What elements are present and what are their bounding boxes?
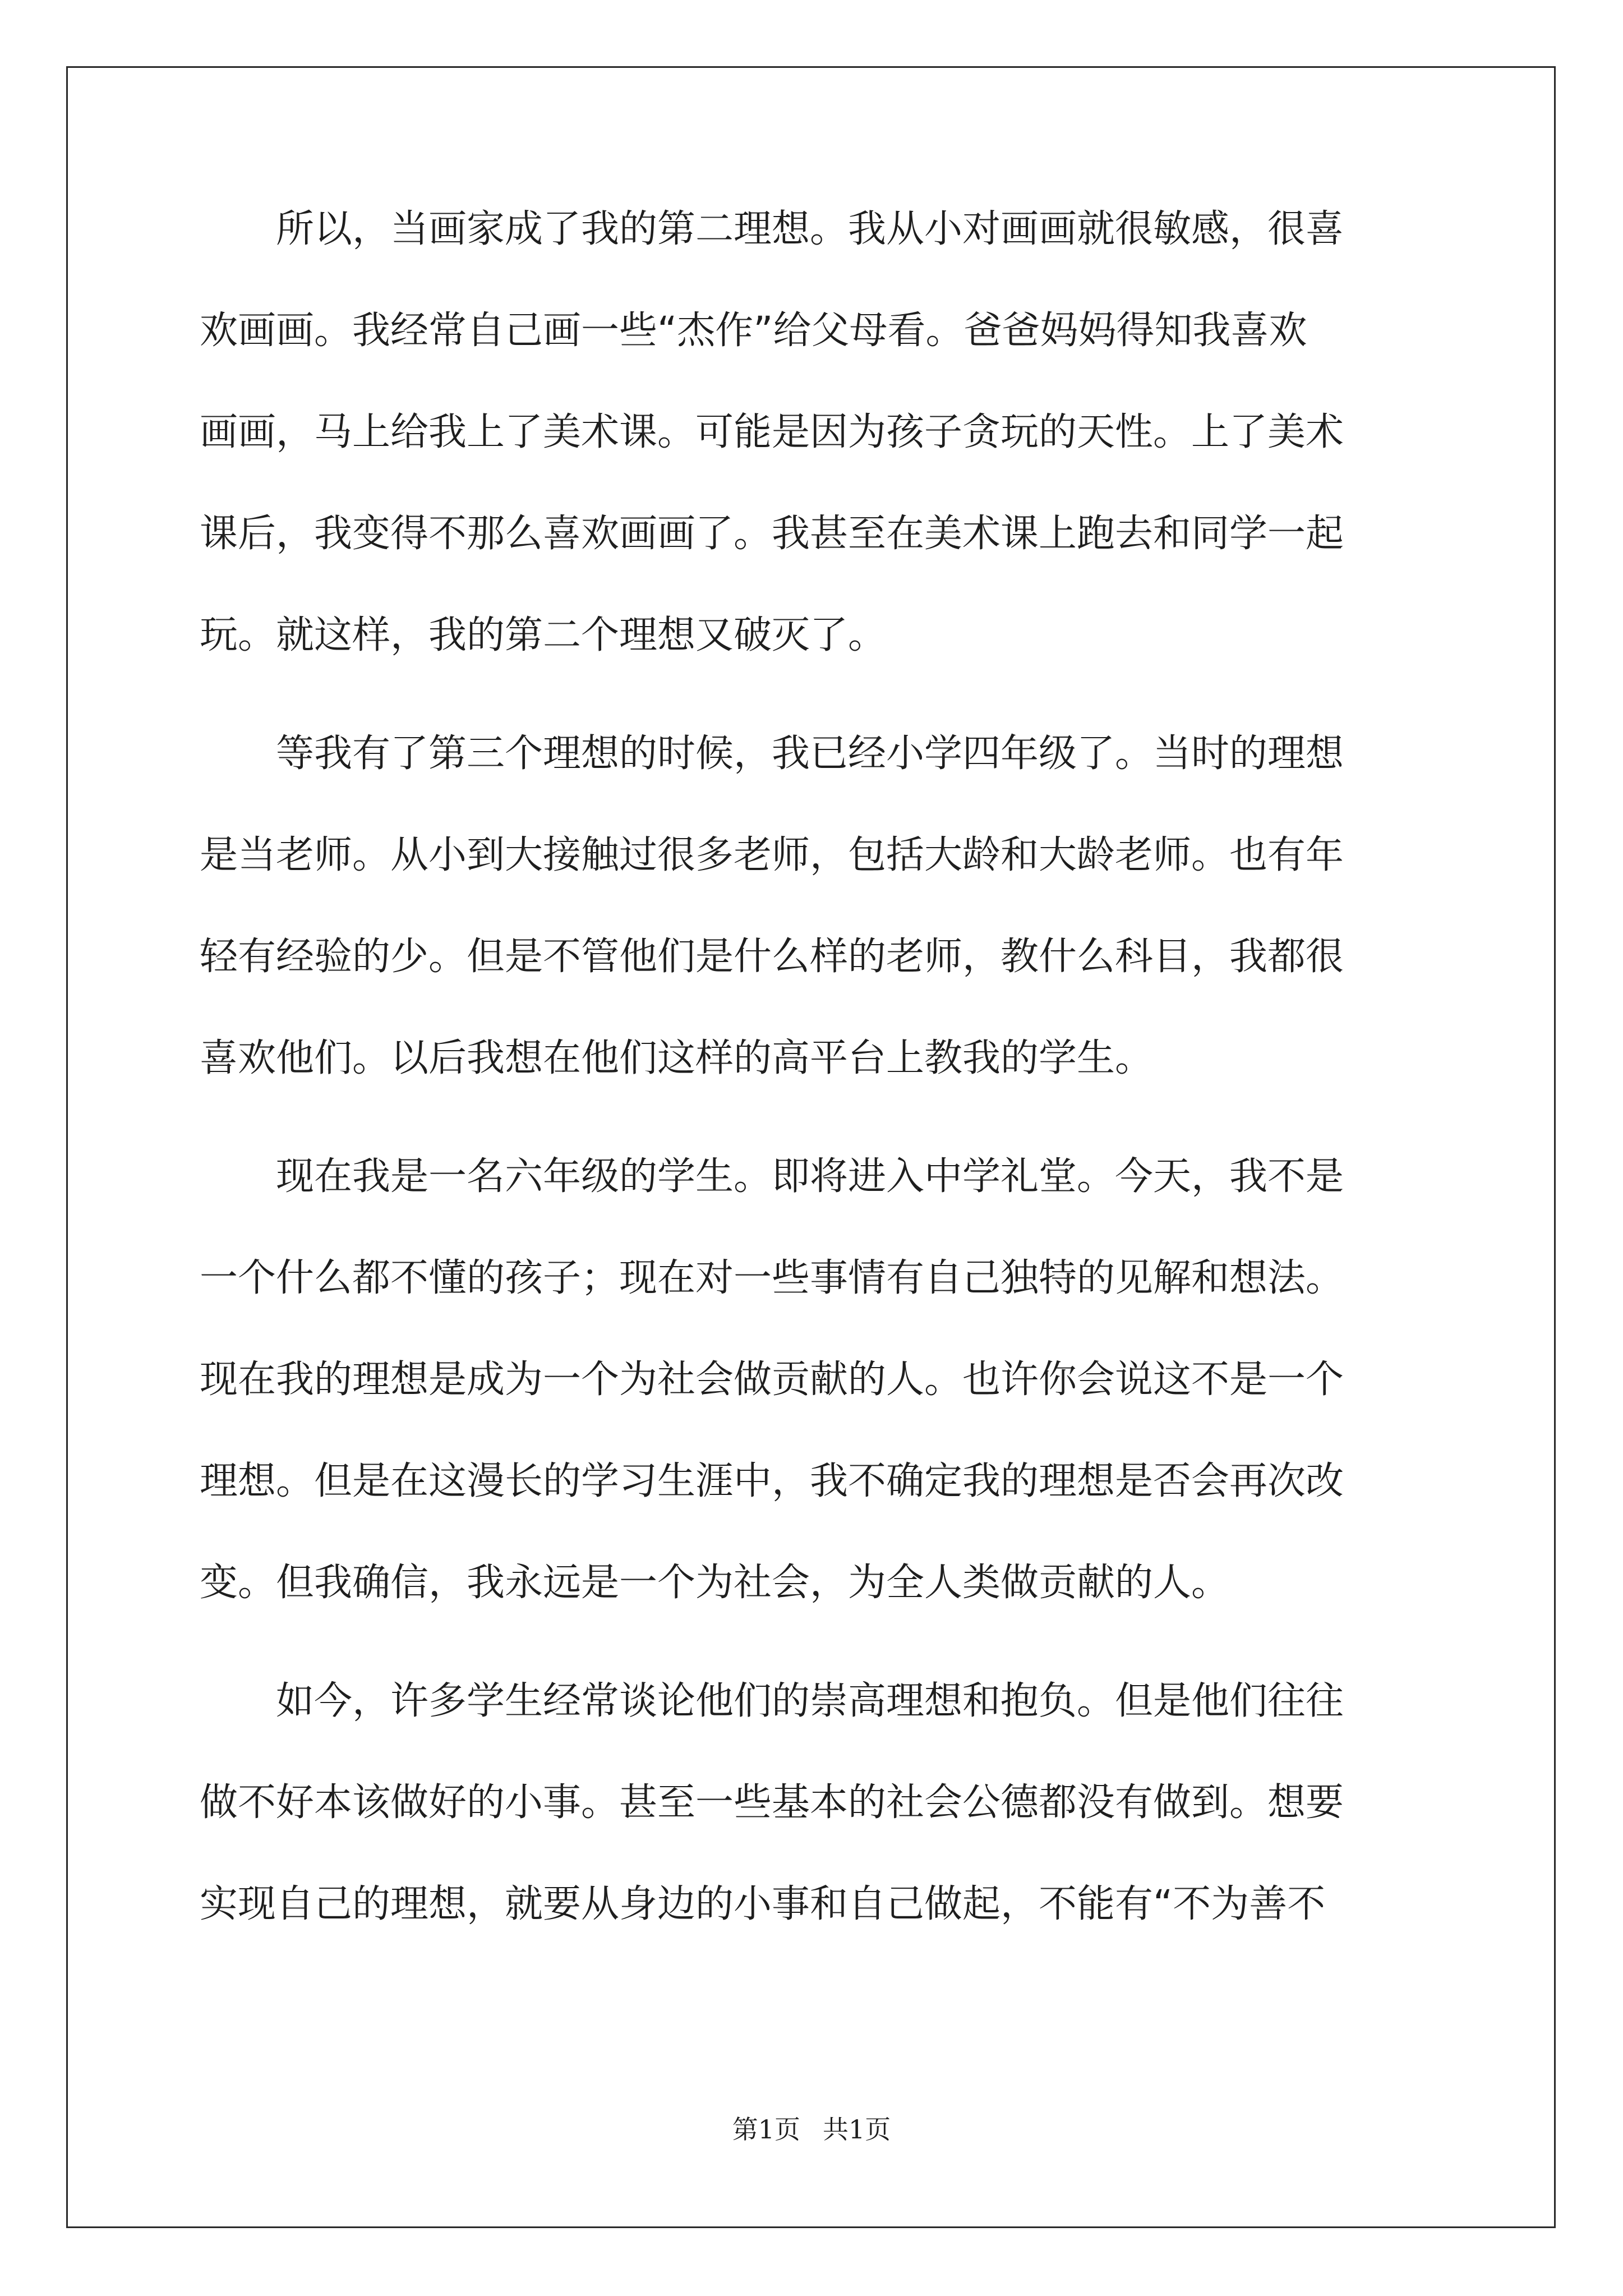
paragraph-gap [200, 1634, 1439, 1650]
text-line: 如今，许多学生经常谈论他们的崇高理想和抱负。但是他们往往 [200, 1679, 1344, 1723]
text-line: 现在我的理想是成为一个为社会做贡献的人。也许你会说这不是一个 [200, 1358, 1344, 1402]
text-line: 是当老师。从小到大接触过很多老师，包括大龄和大龄老师。也有年 [200, 833, 1344, 877]
paragraph-3 [200, 1126, 1439, 1634]
text-line: 课后，我变得不那么喜欢画画了。我甚至在美术课上跑去和同学一起 [200, 512, 1344, 556]
paragraph-2 [200, 703, 1439, 1109]
page-number: 第1页 [732, 2114, 800, 2145]
text-line: 轻有经验的少。但是不管他们是什么样的老师，教什么科目，我都很 [200, 935, 1344, 979]
page-footer [0, 2109, 1623, 2146]
text-line: 画画，马上给我上了美术课。可能是因为孩子贪玩的天性。上了美术 [200, 410, 1344, 454]
text-line: 实现自己的理想，就要从身边的小事和自己做起，不能有“不为善不 [200, 1882, 1326, 1926]
paragraph-gap [200, 1109, 1439, 1126]
text-line: 玩。就这样，我的第二个理想又破灭了。 [200, 613, 887, 657]
text-line: 等我有了第三个理想的时候，我已经小学四年级了。当时的理想 [200, 731, 1344, 776]
text-line: 做不好本该做好的小事。甚至一些基本的社会公德都没有做到。想要 [200, 1780, 1344, 1825]
paragraph-gap [200, 686, 1439, 703]
text-line: 所以，当画家成了我的第二理想。我从小对画画就很敏感，很喜 [200, 207, 1344, 251]
text-line: 变。但我确信，我永远是一个为社会，为全人类做贡献的人。 [200, 1561, 1230, 1605]
text-line: 一个什么都不懂的孩子；现在对一些事情有自己独特的见解和想法。 [200, 1256, 1344, 1300]
text-line: 喜欢他们。以后我想在他们这样的高平台上教我的学生。 [200, 1036, 1154, 1080]
paragraph-4 [200, 1650, 1439, 1955]
text-line: 理想。但是在这漫长的学习生涯中，我不确定我的理想是否会再次改 [200, 1459, 1344, 1503]
document-body [200, 178, 1439, 1955]
paragraph-1 [200, 178, 1439, 686]
page-total: 共1页 [823, 2114, 891, 2145]
text-line: 欢画画。我经常自己画一些“杰作”给父母看。爸爸妈妈得知我喜欢 [200, 309, 1307, 353]
text-line: 现在我是一名六年级的学生。即将进入中学礼堂。今天，我不是 [200, 1154, 1344, 1199]
